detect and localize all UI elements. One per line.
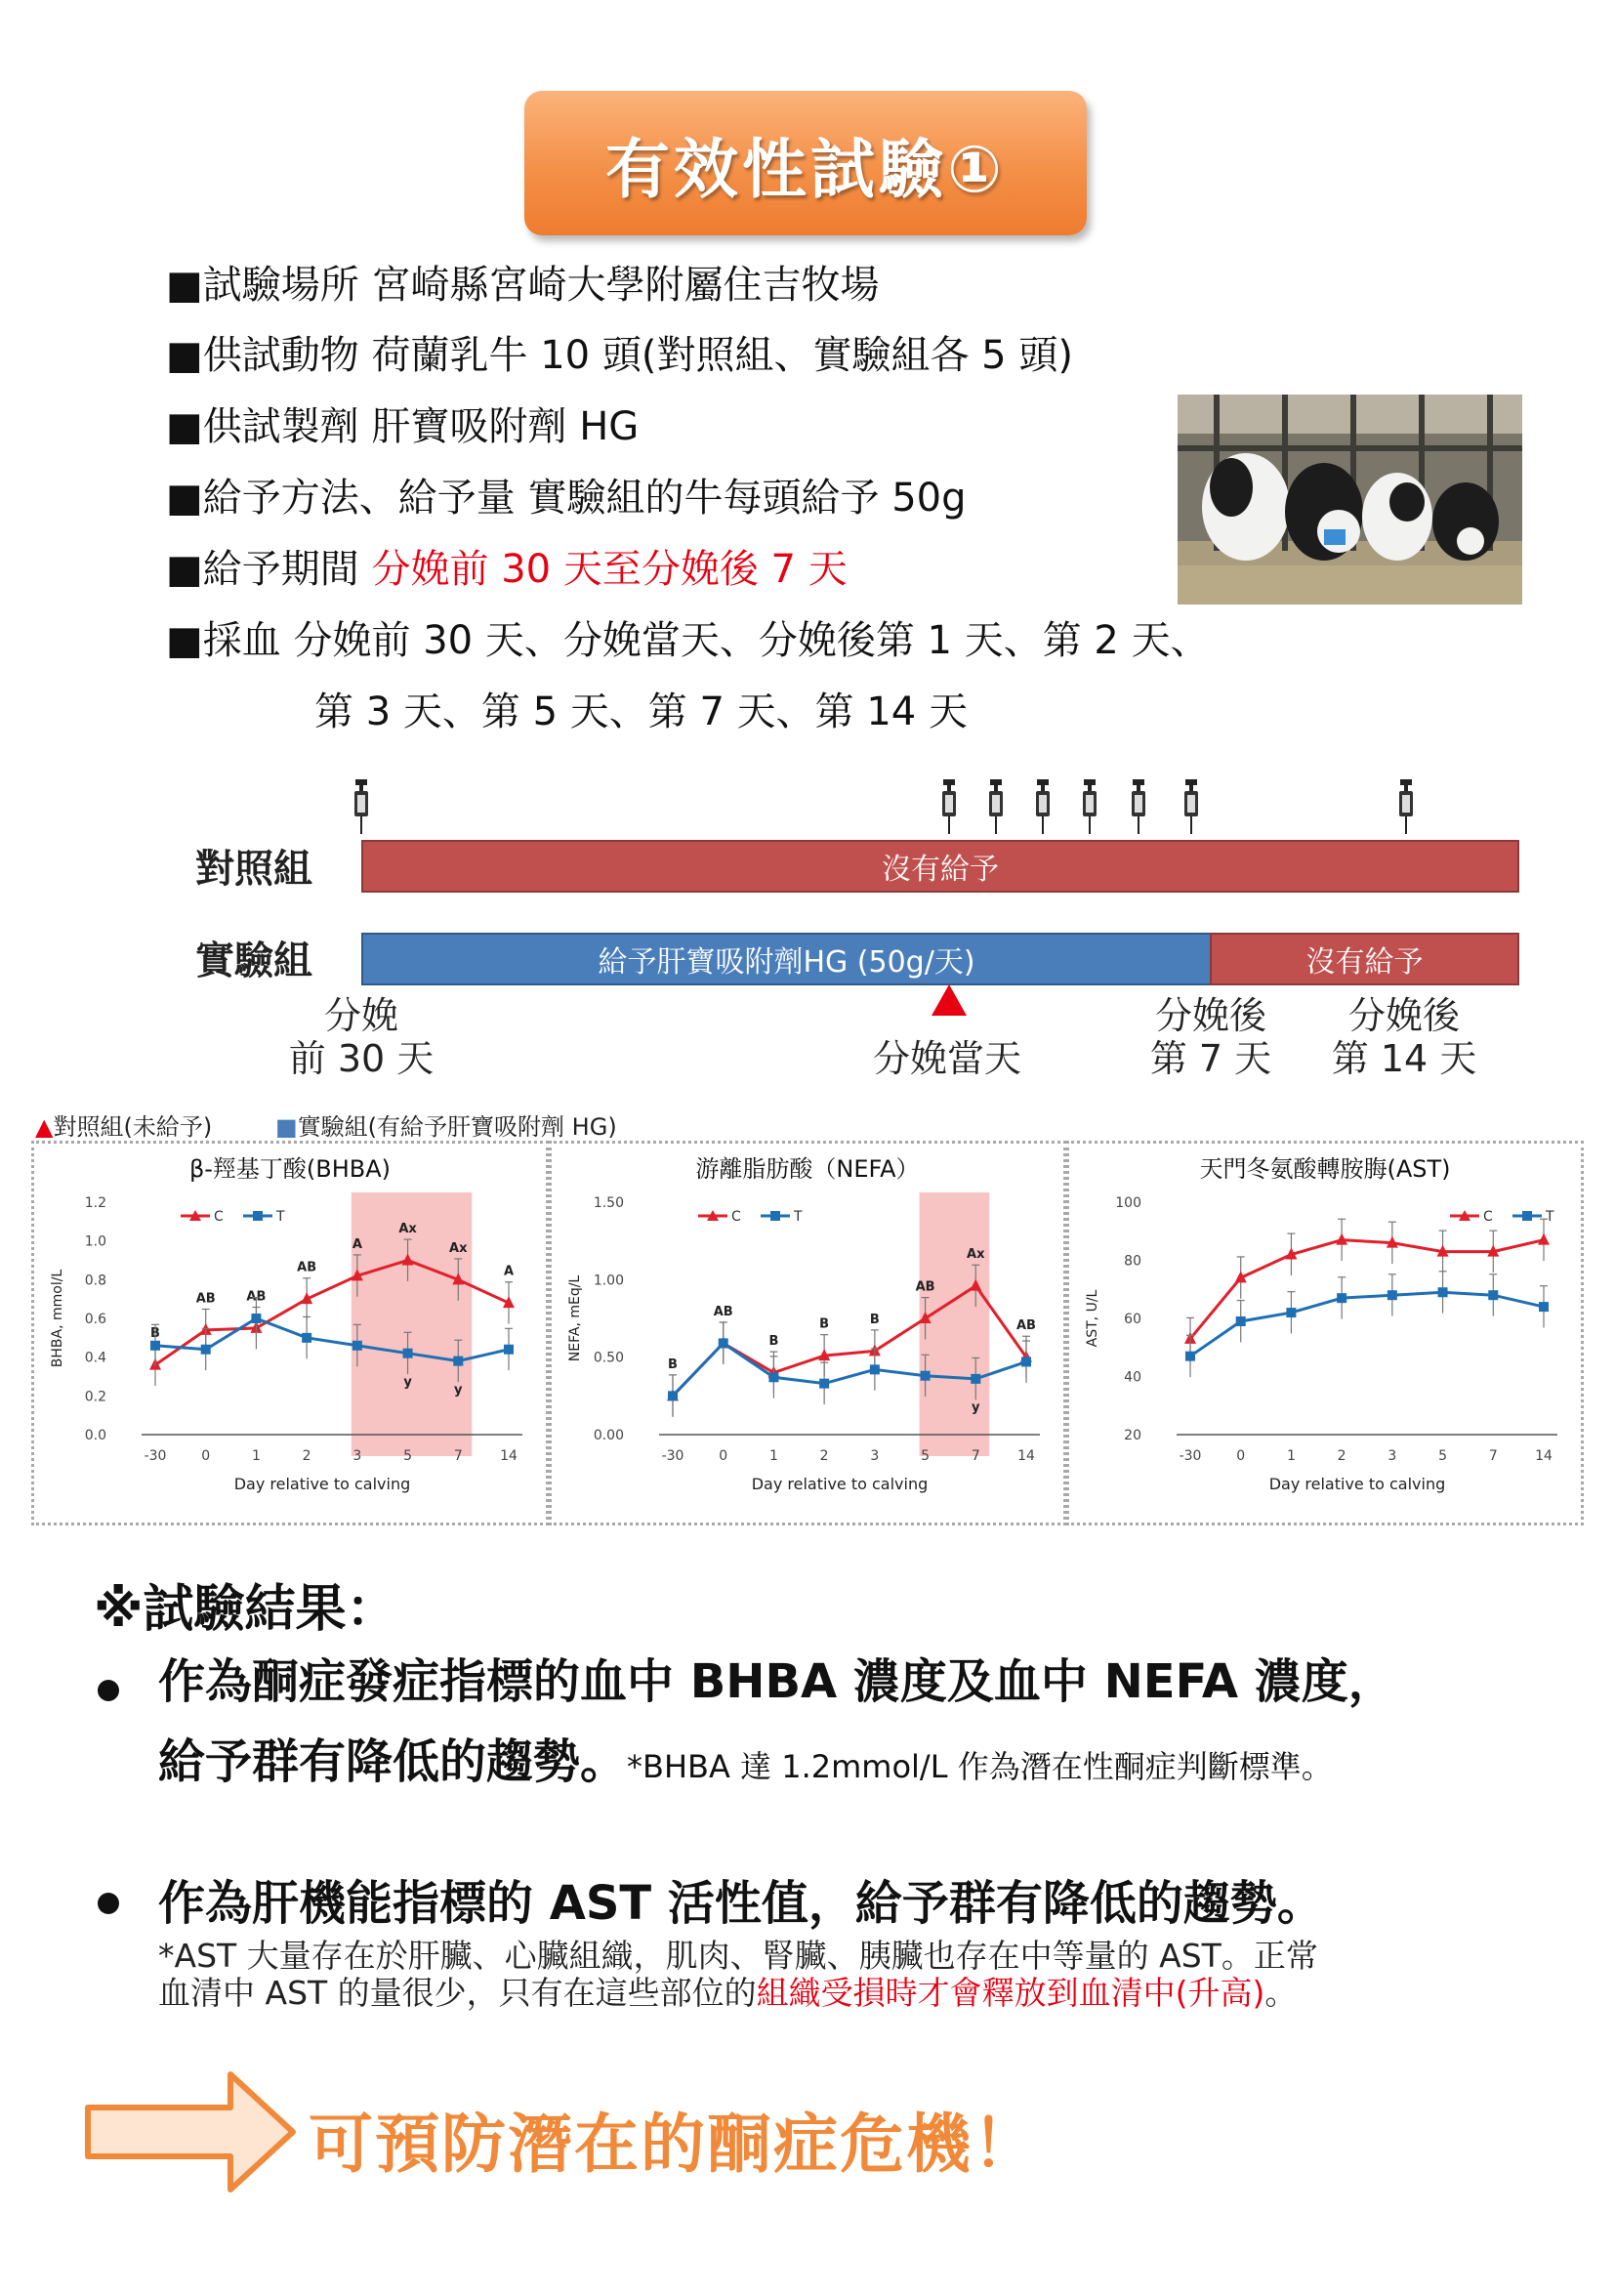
significance-label: AB [246,1289,267,1305]
x-tick-label: 1 [251,1448,261,1464]
data-point [719,1338,728,1348]
x-axis-label: Day relative to calving [751,1475,929,1493]
data-point [668,1391,678,1400]
data-point [1021,1357,1031,1366]
data-point [870,1364,880,1374]
legend-triangle-icon: ▲ [35,1113,54,1141]
x-tick-label: -30 [1179,1448,1202,1464]
x-tick-label: 0 [1236,1448,1246,1464]
significance-label: B [819,1316,830,1332]
conclusion-text: 可預防潛在的酮症危機！ [309,2107,1039,2182]
significance-label: A [503,1264,515,1279]
syringe-icon [1399,779,1413,834]
result-bullet-1-line2: 給予群有降低的趨勢。*BHBA 達 1.2mmol/L 作為潛在性酮症判斷標準。 [158,1734,1333,1789]
significance-label: AB [1016,1318,1036,1334]
x-axis-label: Day relative to calving [233,1475,411,1493]
label-day14: 分娩後 第 14 天 [1331,994,1477,1080]
x-tick-label: 2 [302,1448,311,1464]
ast-note-line1: *AST 大量存在於肝臟、心臟組織，肌肉、腎臟、胰臟也存在中等量的 AST。正常 [158,1937,1318,1975]
legend-label: C [214,1209,224,1225]
syringe-icon [1083,779,1097,834]
data-point [251,1314,261,1323]
treatment-bar-undosed: 沒有給予 [1210,933,1519,985]
data-point [1337,1293,1346,1303]
y-axis-label: AST, U/L [1085,1289,1100,1348]
significance-label: y [454,1382,463,1398]
significance-label: B [869,1312,880,1327]
x-tick-label: 0 [201,1448,211,1464]
syringe-icon [1036,779,1050,834]
legend-label: T [794,1209,803,1225]
data-point [768,1372,778,1382]
x-tick-label: 7 [453,1448,463,1464]
highlight-region [920,1192,990,1456]
x-tick-label: 14 [1017,1448,1035,1464]
significance-label: Ax [398,1221,417,1236]
x-tick-label: 14 [500,1448,518,1464]
y-tick-label: 0.00 [593,1428,624,1443]
significance-label: B [150,1326,160,1342]
info-period: ■給予期間 分娩前 30 天至分娩後 7 天 [166,547,848,592]
data-point [1438,1287,1448,1297]
label-calving: 分娩當天 [872,1037,1021,1080]
y-tick-label: 0.8 [84,1273,106,1289]
y-tick-label: 0.0 [84,1428,106,1443]
significance-label: y [403,1375,412,1391]
data-point [819,1379,829,1389]
result-bullet-2: 作為肝機能指標的 AST 活性值，給予群有降低的趨勢。 [158,1876,1324,1931]
significance-label: B [768,1333,779,1349]
x-tick-label: 7 [1488,1448,1498,1464]
y-tick-label: 1.50 [593,1195,624,1211]
data-point [352,1341,362,1351]
chart-ast [1069,1144,1581,1523]
significance-label: AB [297,1260,317,1275]
legend-treatment: ■實驗組(有給予肝寶吸附劑 HG) [275,1113,617,1141]
y-tick-label: 20 [1124,1428,1141,1443]
x-tick-label: -30 [661,1448,684,1464]
y-tick-label: 80 [1124,1253,1141,1270]
control-bar: 沒有給予 [361,840,1519,893]
chart-title: 游離脂肪酸（NEFA） [695,1155,920,1183]
data-point [1387,1290,1397,1300]
data-point [302,1333,311,1343]
data-point [403,1349,413,1358]
data-point [504,1345,514,1355]
info-animals: ■供試動物 荷蘭乳牛 10 頭(對照組、實驗組各 5 頭) [166,333,1073,378]
significance-label: A [352,1236,362,1252]
x-tick-label: 3 [1387,1448,1397,1464]
chart-nefa-panel [549,1141,1066,1525]
results-heading: ※試驗結果： [94,1580,397,1639]
syringe-icons [342,777,1513,836]
syringe-icon [942,779,956,834]
right-arrow-icon [84,2068,299,2195]
x-tick-label: 5 [1438,1448,1448,1464]
legend-marker [1522,1211,1532,1221]
y-axis-label: BHBA, mmol/L [50,1269,65,1368]
y-tick-label: 0.6 [84,1312,106,1327]
calving-marker-icon [932,984,967,1016]
info-blood: ■採血 分娩前 30 天、分娩當天、分娩後第 1 天、第 2 天、 [166,618,1210,663]
x-tick-label: 14 [1535,1448,1553,1464]
arrow-icon [84,2068,299,2195]
data-point [453,1357,463,1366]
data-point [1539,1302,1549,1312]
legend-label: C [1483,1209,1493,1225]
significance-label: AB [195,1291,216,1307]
info-site: ■試驗場所 宮崎縣宮崎大學附屬住吉牧場 [166,263,880,308]
data-point [1286,1308,1296,1317]
x-axis-label: Day relative to calving [1268,1475,1446,1493]
bhba-note: *BHBA 達 1.2mmol/L 作為潛在性酮症判斷標準。 [627,1748,1333,1785]
chart-bhba-panel [31,1141,549,1525]
chart-bhba [34,1144,546,1523]
bullet-dot-2 [98,1893,119,1914]
treatment-row-label: 實驗組 [195,939,312,983]
syringe-icon [1184,779,1198,834]
y-tick-label: 1.0 [84,1233,106,1250]
significance-label: Ax [967,1247,985,1263]
y-tick-label: 100 [1115,1195,1141,1211]
label-pre30: 分娩 前 30 天 [288,994,435,1080]
data-point [150,1341,160,1351]
data-point [1488,1290,1498,1300]
y-tick-label: 60 [1124,1312,1141,1327]
bullet-dot-1 [98,1680,119,1701]
chart-title: 天門冬氨酸轉胺脢(AST) [1199,1155,1451,1183]
y-tick-label: 0.4 [84,1350,106,1366]
x-tick-label: 3 [352,1448,362,1464]
significance-label: Ax [449,1240,468,1256]
syringe-icon [989,779,1003,834]
legend-marker [253,1211,263,1221]
significance-label: y [972,1400,980,1416]
syringe-icon [1132,779,1145,834]
y-tick-label: 0.2 [84,1389,106,1405]
legend-label: C [731,1209,741,1225]
data-point [1538,1233,1550,1245]
x-tick-label: 1 [768,1448,778,1464]
x-tick-label: 1 [1286,1448,1296,1464]
data-point [1236,1316,1246,1326]
significance-label: AB [915,1279,935,1295]
info-blood-line2: 第 3 天、第 5 天、第 7 天、第 14 天 [314,689,968,734]
info-product: ■供試製劑 肝寶吸附劑 HG [166,404,640,449]
data-point [201,1345,211,1355]
x-tick-label: 7 [971,1448,980,1464]
cows-photo-illustration [1178,395,1522,605]
y-axis-label: NEFA, mEq/L [567,1274,583,1362]
chart-ast-panel [1066,1141,1584,1525]
chart-title: β-羥基丁酸(BHBA) [188,1155,392,1183]
result-bullet-1-line1: 作為酮症發症指標的血中 BHBA 濃度及血中 NEFA 濃度， [158,1654,1395,1709]
cows-photo [1178,395,1522,605]
y-tick-label: 0.50 [593,1350,624,1366]
label-day7: 分娩後 第 7 天 [1149,994,1272,1080]
legend-label: T [276,1209,285,1225]
x-tick-label: 0 [719,1448,728,1464]
x-tick-label: 2 [1337,1448,1346,1464]
ast-note-line2: 血清中 AST 的量很少，只有在這些部位的組織受損時才會釋放到血清中(升高)。 [158,1974,1298,2012]
page-title: 有效性試驗① [605,131,1006,207]
treatment-bar-dosed: 給予肝寶吸附劑HG (50g/天) [361,933,1212,985]
chart-nefa [552,1144,1063,1523]
info-method: ■給予方法、給予量 實驗組的牛每頭給予 50g [166,476,967,521]
legend-control: ▲對照組(未給予) [35,1113,213,1141]
control-row-label: 對照組 [195,847,312,892]
syringe-icon [354,779,368,834]
x-tick-label: 2 [819,1448,829,1464]
legend-marker [770,1211,780,1221]
data-point [921,1371,931,1381]
significance-label: B [668,1357,678,1372]
significance-label: AB [713,1304,733,1319]
title-banner [524,91,1087,235]
x-tick-label: 3 [870,1448,880,1464]
y-tick-label: 40 [1124,1369,1141,1386]
syringe-markers [342,777,1513,836]
legend-square-icon: ■ [275,1113,298,1141]
x-tick-label: -30 [144,1448,167,1464]
y-tick-label: 1.00 [593,1273,624,1289]
legend-label: T [1546,1209,1554,1225]
x-tick-label: 5 [921,1448,931,1464]
y-tick-label: 1.2 [84,1195,106,1211]
data-point [1185,1352,1195,1361]
x-tick-label: 5 [403,1448,413,1464]
data-point [971,1374,980,1384]
